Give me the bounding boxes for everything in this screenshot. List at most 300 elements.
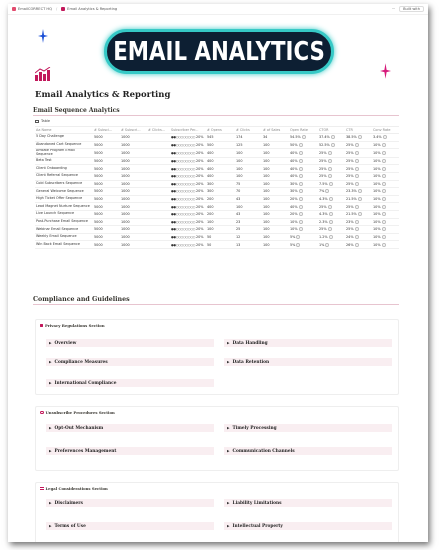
toggle-label: Communication Channels <box>232 448 295 454</box>
open-cell <box>289 241 318 249</box>
progress-ring-icon <box>331 135 335 139</box>
toggle-label: Opt-Out Mechanism <box>54 425 104 431</box>
opens-cell: 545 <box>206 134 235 142</box>
triangle-right-icon: ▶ <box>227 524 230 528</box>
table-row[interactable] <box>35 172 399 180</box>
clicks-cell: 100 <box>235 149 262 158</box>
breadcrumb: EmailCORRECT HQ / Email Analytics & Reporting <box>12 7 117 11</box>
toggle-international-compliance[interactable] <box>46 379 214 387</box>
triangle-right-icon: ▶ <box>49 341 52 345</box>
ctor-cell <box>318 188 345 196</box>
open-value: 54.5% <box>290 135 301 140</box>
progress-ring-icon <box>328 151 332 155</box>
subscriber-percent-cell <box>170 241 206 249</box>
progress-ring-icon <box>382 235 386 239</box>
ctor-cell <box>318 165 345 173</box>
ctr-value: 25% <box>346 174 354 179</box>
triangle-right-icon: ▶ <box>49 360 52 364</box>
ctor-cell <box>318 210 345 218</box>
b-cell: 1000 <box>120 210 147 218</box>
open-value: 40% <box>290 150 298 155</box>
ctor-cell <box>318 172 345 180</box>
progress-ring-icon <box>299 182 303 186</box>
table-row[interactable] <box>35 210 399 218</box>
progress-bar: ●●○○○○○○○○ <box>171 142 196 147</box>
row-name: General Welcome Sequence <box>35 188 93 196</box>
ctor-cell <box>318 134 345 142</box>
a-cell: 5000 <box>93 172 120 180</box>
row-name: Abandoned Cart Sequence <box>35 141 93 149</box>
ctor-cell <box>318 241 345 249</box>
table-row[interactable] <box>35 188 399 196</box>
subscriber-percent-value: 20% <box>195 135 204 140</box>
opens-cell: 400 <box>206 172 235 180</box>
progress-bar: ●●○○○○○○○○ <box>171 197 196 202</box>
open-value: 10% <box>290 227 298 232</box>
progress-ring-icon <box>328 205 332 209</box>
progress-ring-icon <box>328 167 332 171</box>
subscriber-percent-value: 20% <box>195 189 204 194</box>
open-value: 40% <box>290 159 298 164</box>
progress-bar: ●●○○○○○○○○ <box>171 174 196 179</box>
sales-cell: 100 <box>262 203 289 211</box>
table-row[interactable] <box>35 233 399 241</box>
legal-title <box>40 486 108 491</box>
a-cell: 5000 <box>93 210 120 218</box>
table-row[interactable] <box>35 226 399 234</box>
banner-title: EMAIL ANALYTICS <box>113 36 325 67</box>
opens-cell: 200 <box>206 210 235 218</box>
progress-ring-icon <box>325 243 329 247</box>
ctor-value: 25% <box>319 227 327 232</box>
clicks-cell: 25 <box>235 226 262 234</box>
column-header[interactable]: Conv Rate <box>372 127 399 134</box>
opens-cell: 400 <box>206 149 235 158</box>
column-header[interactable]: Subscriber Per... <box>170 127 206 134</box>
sales-cell: 100 <box>262 188 289 196</box>
conv-value: 3.4% <box>373 135 382 140</box>
column-header[interactable]: # Subsci... <box>93 127 120 134</box>
ctr-cell <box>345 218 372 226</box>
toggle-disclaimers[interactable] <box>46 499 214 507</box>
toggle-label: Data Handling <box>232 340 268 346</box>
b-cell: 1000 <box>120 149 147 158</box>
conv-value: 10% <box>373 181 381 186</box>
conv-value: 10% <box>373 197 381 202</box>
ctr-value: 21.5% <box>346 197 357 202</box>
progress-ring-icon <box>382 212 386 216</box>
triangle-right-icon: ▶ <box>227 341 230 345</box>
progress-ring-icon <box>355 182 359 186</box>
progress-ring-icon <box>382 227 386 231</box>
open-cell <box>289 233 318 241</box>
empty-cell <box>147 210 170 218</box>
a-cell: 5000 <box>93 134 120 142</box>
toggle-intellectual-property[interactable] <box>224 522 392 530</box>
open-cell <box>289 157 318 165</box>
progress-bar: ●●○○○○○○○○ <box>171 189 196 194</box>
banner <box>8 15 428 75</box>
table-row[interactable] <box>35 149 399 158</box>
progress-ring-icon <box>355 205 359 209</box>
table-row[interactable] <box>35 157 399 165</box>
unsubscribe-title <box>40 410 115 415</box>
conv-cell <box>372 141 399 149</box>
ctor-cell <box>318 157 345 165</box>
ctor-value: 7.5% <box>319 181 328 186</box>
ctor-value: 1.2% <box>319 235 328 240</box>
triangle-right-icon: ▶ <box>227 449 230 453</box>
progress-bar: ●●○○○○○○○○ <box>171 166 196 171</box>
progress-ring-icon <box>382 167 386 171</box>
clicks-cell: 174 <box>235 134 262 142</box>
ctor-value: 25% <box>319 174 327 179</box>
subscriber-percent-value: 20% <box>195 166 204 171</box>
open-value: 20% <box>290 212 298 217</box>
sales-cell: 100 <box>262 180 289 188</box>
table-row[interactable] <box>35 180 399 188</box>
table-row[interactable] <box>35 141 399 149</box>
progress-bar: ●●○○○○○○○○ <box>171 219 196 224</box>
progress-ring-icon <box>382 182 386 186</box>
sales-cell: 100 <box>262 241 289 249</box>
ctor-cell <box>318 226 345 234</box>
ctor-value: 1% <box>319 242 325 247</box>
breadcrumb-page[interactable]: Email Analytics & Reporting <box>67 7 118 11</box>
conv-cell <box>372 180 399 188</box>
toggle-label: Timely Processing <box>232 425 277 431</box>
view-tab-table[interactable] <box>35 119 50 123</box>
progress-ring-icon <box>382 159 386 163</box>
sales-cell: 100 <box>262 226 289 234</box>
table-row[interactable] <box>35 134 399 142</box>
progress-ring-icon <box>355 167 359 171</box>
progress-bar: ●●○○○○○○○○ <box>171 242 196 247</box>
ctor-cell <box>318 141 345 149</box>
progress-bar: ●●○○○○○○○○ <box>171 181 196 186</box>
conv-cell <box>372 210 399 218</box>
toggle-communication-channels[interactable] <box>224 447 392 455</box>
conv-cell <box>372 203 399 211</box>
progress-ring-icon <box>383 135 387 139</box>
clicks-cell: 43 <box>235 210 262 218</box>
toggle-label: Compliance Measures <box>54 359 108 365</box>
privacy-card <box>35 319 399 395</box>
ctr-value: 25% <box>346 166 354 171</box>
sales-cell: 100 <box>262 195 289 203</box>
conv-value: 10% <box>373 219 381 224</box>
unsubscribe-card <box>35 406 399 471</box>
progress-ring-icon <box>355 174 359 178</box>
row-name: Client Referral Sequence <box>35 172 93 180</box>
opens-cell: 100 <box>206 218 235 226</box>
empty-cell <box>147 203 170 211</box>
toggle-overview[interactable] <box>46 339 214 347</box>
empty-cell <box>147 180 170 188</box>
ctr-value: 21.5% <box>346 212 357 217</box>
a-cell: 5000 <box>93 195 120 203</box>
conv-cell <box>372 172 399 180</box>
conv-cell <box>372 226 399 234</box>
subscriber-percent-cell <box>170 149 206 158</box>
column-header[interactable]: Aa Name <box>35 127 93 134</box>
table-row[interactable] <box>35 165 399 173</box>
conv-cell <box>372 233 399 241</box>
table-row[interactable] <box>35 218 399 226</box>
sales-cell: 100 <box>262 218 289 226</box>
sparkle-icon <box>38 29 48 43</box>
table-row[interactable] <box>35 195 399 203</box>
column-header[interactable]: # of Sales <box>262 127 289 134</box>
table-row[interactable] <box>35 203 399 211</box>
toggle-label: Intellectual Property <box>232 523 283 529</box>
row-name: 5 Day Challenge <box>35 134 93 142</box>
top-bar <box>8 4 428 15</box>
progress-ring-icon <box>299 151 303 155</box>
subscriber-percent-value: 20% <box>195 212 204 217</box>
compliance-heading: Compliance and Guidelines <box>33 296 399 305</box>
progress-ring-icon <box>355 227 359 231</box>
b-cell: 1000 <box>120 157 147 165</box>
opens-cell: 200 <box>206 195 235 203</box>
breadcrumb-workspace[interactable]: EmailCORRECT HQ <box>18 7 52 11</box>
progress-ring-icon <box>382 151 386 155</box>
sequence-heading: Email Sequence Analytics <box>33 107 399 116</box>
toggle-preferences-management[interactable] <box>46 447 214 455</box>
view-tab-label: Table <box>41 119 51 123</box>
row-name: Webinar Email Sequence <box>35 226 93 234</box>
empty-cell <box>147 188 170 196</box>
progress-ring-icon <box>328 227 332 231</box>
toggle-label: Preferences Management <box>54 448 117 454</box>
sales-cell: 100 <box>262 149 289 158</box>
triangle-right-icon: ▶ <box>49 381 52 385</box>
toggle-compliance-measures[interactable] <box>46 358 214 366</box>
ctr-cell <box>345 134 372 142</box>
progress-ring-icon <box>358 135 362 139</box>
conv-value: 10% <box>373 227 381 232</box>
open-cell <box>289 226 318 234</box>
progress-bar: ●●○○○○○○○○ <box>171 204 196 209</box>
opens-cell: 300 <box>206 188 235 196</box>
column-header[interactable]: CTR <box>345 127 372 134</box>
progress-bar: ●●○○○○○○○○ <box>171 135 196 140</box>
column-header[interactable]: CTOR <box>318 127 345 134</box>
open-cell <box>289 149 318 158</box>
toggle-data-handling[interactable] <box>224 339 392 347</box>
triangle-right-icon: ▶ <box>49 426 52 430</box>
subscriber-percent-cell <box>170 180 206 188</box>
a-cell: 5000 <box>93 157 120 165</box>
opens-cell: 400 <box>206 157 235 165</box>
row-name: Cold Subscribers Sequence <box>35 180 93 188</box>
conv-value: 10% <box>373 166 381 171</box>
a-cell: 5000 <box>93 218 120 226</box>
built-with-button[interactable] <box>399 6 424 12</box>
ctor-cell <box>318 149 345 158</box>
subscriber-percent-value: 20% <box>195 227 204 232</box>
progress-ring-icon <box>382 220 386 224</box>
opens-cell: 300 <box>206 180 235 188</box>
empty-cell <box>147 134 170 142</box>
b-cell: 1000 <box>120 241 147 249</box>
ctr-cell <box>345 141 372 149</box>
ctr-cell <box>345 233 372 241</box>
toggle-label: Liability Limitations <box>232 500 282 506</box>
progress-ring-icon <box>325 189 329 193</box>
progress-ring-icon <box>299 212 303 216</box>
opens-cell: 500 <box>206 141 235 149</box>
clicks-cell: 125 <box>235 141 262 149</box>
opens-cell: 50 <box>206 233 235 241</box>
b-cell: 1000 <box>120 172 147 180</box>
ctr-value: 26% <box>346 242 354 247</box>
ctr-value: 25% <box>346 181 354 186</box>
progress-ring-icon <box>299 227 303 231</box>
row-name: Weekly Email Sequence <box>35 233 93 241</box>
ctr-cell <box>345 172 372 180</box>
conv-cell <box>372 134 399 142</box>
built-with-label: Built with <box>403 7 420 11</box>
legal-card <box>35 482 399 542</box>
progress-ring-icon <box>328 159 332 163</box>
progress-bar: ●●○○○○○○○○ <box>171 227 196 232</box>
column-header[interactable]: Open Rate <box>289 127 318 134</box>
subscriber-percent-value: 20% <box>195 150 204 155</box>
triangle-right-icon: ▶ <box>227 426 230 430</box>
column-header[interactable]: # Clicks... <box>147 127 170 134</box>
progress-ring-icon <box>382 243 386 247</box>
ctor-value: 52.5% <box>319 142 330 147</box>
progress-ring-icon <box>355 243 359 247</box>
progress-ring-icon <box>299 174 303 178</box>
sales-cell: 100 <box>262 141 289 149</box>
ctr-cell <box>345 195 372 203</box>
column-header[interactable]: # Subscri... <box>120 127 147 134</box>
clicks-cell: 43 <box>235 195 262 203</box>
progress-ring-icon <box>328 174 332 178</box>
conv-value: 10% <box>373 189 381 194</box>
subscriber-percent-value: 20% <box>195 204 204 209</box>
column-header[interactable]: # Clicks <box>235 127 262 134</box>
subscriber-percent-cell <box>170 195 206 203</box>
column-header[interactable]: # Opens <box>206 127 235 134</box>
toggle-opt-out[interactable] <box>46 424 214 432</box>
empty-cell <box>147 218 170 226</box>
toggle-terms-of-use[interactable] <box>46 522 214 530</box>
ctr-value: 23% <box>346 219 354 224</box>
open-value: 40% <box>290 204 298 209</box>
ctor-value: 25% <box>319 150 327 155</box>
row-name: High Ticket Offer Sequence <box>35 195 93 203</box>
a-cell: 5000 <box>93 203 120 211</box>
a-cell: 5000 <box>93 233 120 241</box>
ctor-cell <box>318 180 345 188</box>
progress-ring-icon <box>299 143 303 147</box>
ctor-cell <box>318 233 345 241</box>
empty-cell <box>147 226 170 234</box>
empty-cell <box>147 141 170 149</box>
row-name: Affiliate Program Email Sequence <box>35 149 93 158</box>
toggle-timely-processing[interactable] <box>224 424 392 432</box>
ctor-value: 25% <box>319 159 327 164</box>
progress-ring-icon <box>382 174 386 178</box>
subscriber-percent-value: 20% <box>195 219 204 224</box>
a-cell: 5000 <box>93 165 120 173</box>
open-cell <box>289 195 318 203</box>
progress-ring-icon <box>355 143 359 147</box>
sales-cell: 100 <box>262 157 289 165</box>
open-value: 40% <box>290 166 298 171</box>
progress-ring-icon <box>382 205 386 209</box>
ctor-value: 25% <box>319 166 327 171</box>
conv-cell <box>372 195 399 203</box>
conv-cell <box>372 149 399 158</box>
ctr-cell <box>345 180 372 188</box>
ctr-cell <box>345 188 372 196</box>
page-title: Email Analytics & Reporting <box>35 90 171 100</box>
subscriber-percent-value: 20% <box>195 159 204 164</box>
table-row[interactable] <box>35 241 399 249</box>
progress-ring-icon <box>355 235 359 239</box>
progress-ring-icon <box>302 135 306 139</box>
progress-ring-icon <box>331 143 335 147</box>
row-name: Live Launch Sequence <box>35 210 93 218</box>
clicks-cell: 100 <box>235 165 262 173</box>
progress-ring-icon <box>329 182 333 186</box>
progress-ring-icon <box>296 243 300 247</box>
toggle-label: Data Retention <box>232 359 270 365</box>
subscriber-percent-value: 20% <box>195 197 204 202</box>
subscriber-percent-cell <box>170 218 206 226</box>
open-value: 30% <box>290 181 298 186</box>
ctr-cell <box>345 149 372 158</box>
a-cell: 5000 <box>93 226 120 234</box>
b-cell: 1000 <box>120 188 147 196</box>
triangle-right-icon: ▶ <box>49 449 52 453</box>
progress-ring-icon <box>299 205 303 209</box>
progress-ring-icon <box>355 159 359 163</box>
workspace-icon <box>12 7 16 11</box>
toggle-liability-limitations[interactable] <box>224 499 392 507</box>
progress-ring-icon <box>299 167 303 171</box>
ctr-value: 25% <box>346 150 354 155</box>
ctor-value: 2.3% <box>319 219 328 224</box>
row-name: Win Back Email Sequence <box>35 241 93 249</box>
b-cell: 1000 <box>120 218 147 226</box>
ctr-value: 25% <box>346 142 354 147</box>
subscriber-percent-cell <box>170 134 206 142</box>
progress-bar: ●●○○○○○○○○ <box>171 150 196 155</box>
unsubscribe-title-text: Unsubscribe Procedures Section <box>45 410 115 415</box>
row-name: Client Onboarding <box>35 165 93 173</box>
ctr-cell <box>345 241 372 249</box>
b-cell: 1000 <box>120 233 147 241</box>
toggle-data-retention[interactable] <box>224 358 392 366</box>
subscriber-percent-cell <box>170 172 206 180</box>
sales-cell: 100 <box>262 233 289 241</box>
more-options-icon[interactable]: ··· <box>391 7 396 11</box>
b-cell: 1000 <box>120 165 147 173</box>
progress-ring-icon <box>358 189 362 193</box>
row-name: Lead Magnet Nurture Sequence <box>35 203 93 211</box>
ctr-value: 38.5% <box>346 135 357 140</box>
privacy-title <box>40 323 105 328</box>
conv-cell <box>372 188 399 196</box>
conv-value: 10% <box>373 174 381 179</box>
sales-cell: 100 <box>262 172 289 180</box>
page <box>8 4 428 542</box>
